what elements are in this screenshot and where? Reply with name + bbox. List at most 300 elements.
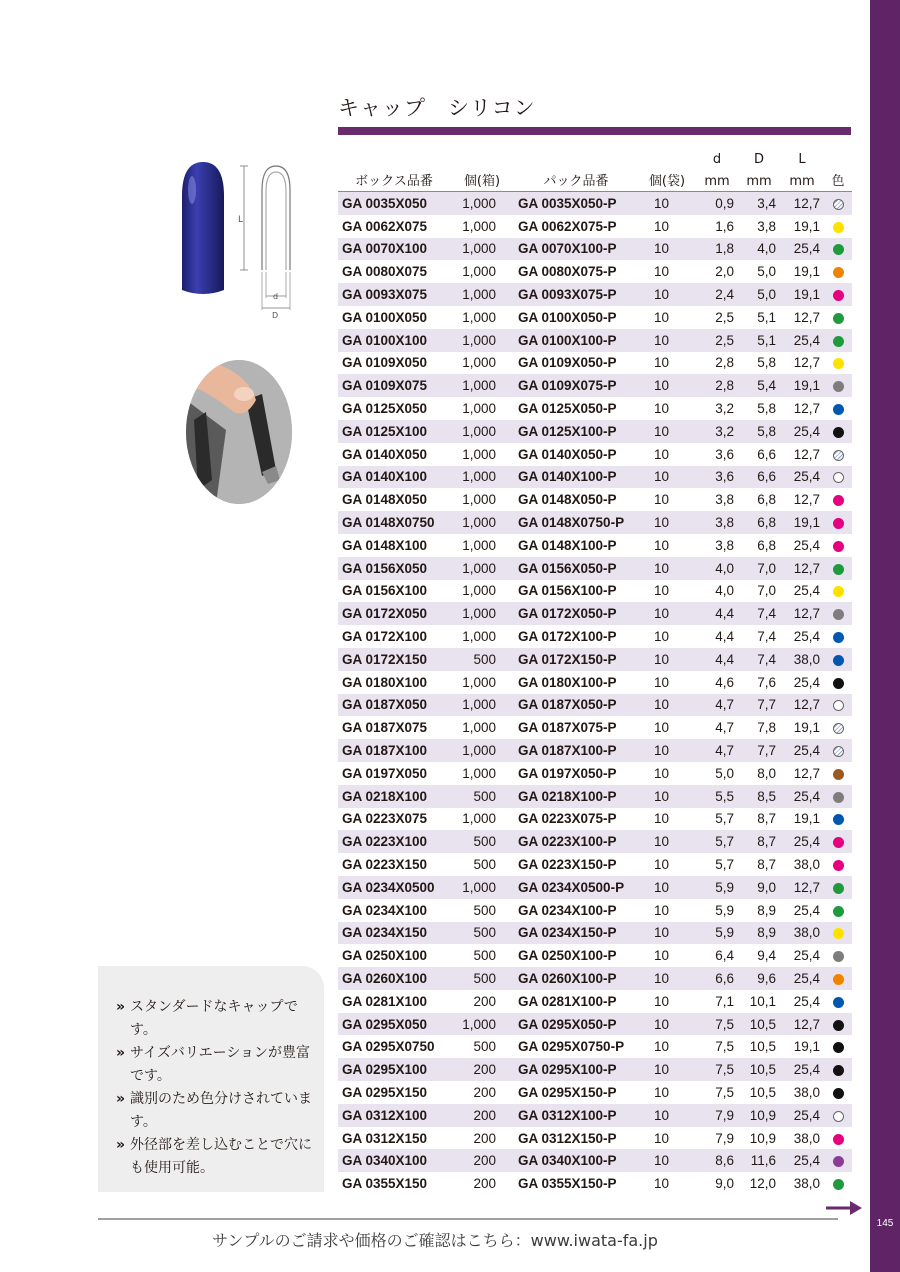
cell-outer-diameter: 6,8 xyxy=(757,515,776,531)
cell-qty-box: 200 xyxy=(473,1084,496,1100)
cell-qty-bag: 10 xyxy=(654,651,670,667)
table-row xyxy=(338,944,852,967)
cell-qty-box: 1,000 xyxy=(462,1016,496,1032)
cell-pack-number: GA 0295X050-P xyxy=(518,1016,617,1032)
cell-qty-box: 1,000 xyxy=(462,309,496,325)
cell-qty-box: 1,000 xyxy=(462,765,496,781)
cell-color xyxy=(824,648,852,671)
color-swatch-icon xyxy=(833,358,844,369)
cell-box-number: GA 0062X075 xyxy=(342,218,428,234)
cell-color xyxy=(824,830,852,853)
cell-qty-box: 500 xyxy=(473,1039,496,1055)
spec-table-body xyxy=(338,192,852,1196)
cell-outer-diameter: 5,0 xyxy=(757,264,776,280)
cell-qty-box: 500 xyxy=(473,948,496,964)
cell-outer-diameter: 7,4 xyxy=(757,651,776,667)
header-d-symbol: d xyxy=(712,152,722,167)
cell-qty-box: 1,000 xyxy=(462,355,496,371)
cell-color xyxy=(824,1013,852,1036)
feature-item: » 外径部を差し込むことで穴にも使用可能。 xyxy=(116,1134,314,1180)
cell-outer-diameter: 10,9 xyxy=(749,1107,776,1123)
cell-inner-diameter: 5,7 xyxy=(715,857,734,872)
cell-box-number: GA 0234X100 xyxy=(342,902,428,918)
cell-outer-diameter: 3,4 xyxy=(757,195,776,211)
cell-qty-bag: 10 xyxy=(654,925,670,941)
cell-pack-number: GA 0093X075-P xyxy=(518,287,617,303)
color-swatch-icon xyxy=(833,1065,844,1076)
cell-inner-diameter: 4,7 xyxy=(715,743,734,759)
cell-box-number: GA 0187X075 xyxy=(342,720,428,736)
cell-qty-bag: 10 xyxy=(654,765,670,781)
color-swatch-icon xyxy=(833,928,844,939)
cell-box-number: GA 0197X050 xyxy=(342,765,428,781)
cell-qty-bag: 10 xyxy=(654,1084,670,1100)
cell-length: 25,4 xyxy=(793,993,820,1009)
cell-inner-diameter: 6,6 xyxy=(715,970,734,986)
cell-inner-diameter: 3,2 xyxy=(715,401,734,417)
cell-box-number: GA 0035X050 xyxy=(342,195,428,211)
cell-box-number: GA 0340X100 xyxy=(342,1153,428,1169)
color-swatch-icon xyxy=(833,472,844,483)
cell-qty-box: 1,000 xyxy=(462,423,496,439)
cell-qty-box: 500 xyxy=(473,857,496,872)
cell-outer-diameter: 5,0 xyxy=(757,287,776,303)
cell-qty-bag: 10 xyxy=(654,1176,670,1192)
cell-inner-diameter: 5,9 xyxy=(715,879,734,895)
cell-color xyxy=(824,990,852,1013)
cell-inner-diameter: 4,4 xyxy=(715,651,734,667)
cell-pack-number: GA 0197X050-P xyxy=(518,765,617,781)
cell-inner-diameter: 3,2 xyxy=(715,423,734,439)
cell-box-number: GA 0180X100 xyxy=(342,674,428,690)
color-swatch-icon xyxy=(833,381,844,392)
table-row xyxy=(338,1104,852,1127)
table-row xyxy=(338,694,852,717)
cell-length: 25,4 xyxy=(793,788,820,804)
color-swatch-icon xyxy=(833,427,844,438)
cell-qty-box: 1,000 xyxy=(462,606,496,622)
blue-cap-shape xyxy=(182,162,224,294)
cell-pack-number: GA 0100X100-P xyxy=(518,332,617,348)
cell-inner-diameter: 3,6 xyxy=(715,469,734,485)
table-row xyxy=(338,420,852,443)
cell-box-number: GA 0125X050 xyxy=(342,401,428,417)
cell-length: 12,7 xyxy=(793,879,820,895)
table-row xyxy=(338,215,852,238)
cell-inner-diameter: 1,8 xyxy=(715,241,734,257)
cell-box-number: GA 0070X100 xyxy=(342,241,428,257)
cell-pack-number: GA 0234X150-P xyxy=(518,925,617,941)
cell-qty-box: 200 xyxy=(473,1176,496,1192)
cell-qty-bag: 10 xyxy=(654,309,670,325)
cell-inner-diameter: 3,8 xyxy=(715,537,734,553)
cell-length: 12,7 xyxy=(793,765,820,781)
color-swatch-icon xyxy=(833,336,844,347)
cell-color xyxy=(824,420,852,443)
cell-inner-diameter: 4,0 xyxy=(715,583,734,599)
table-row xyxy=(338,580,852,603)
cell-inner-diameter: 5,0 xyxy=(715,765,734,781)
cell-pack-number: GA 0340X100-P xyxy=(518,1153,617,1169)
color-swatch-icon xyxy=(833,609,844,620)
cell-outer-diameter: 7,4 xyxy=(757,629,776,645)
cell-outer-diameter: 12,0 xyxy=(749,1176,776,1192)
cell-length: 25,4 xyxy=(793,423,820,439)
color-swatch-icon xyxy=(833,814,844,825)
cell-box-number: GA 0156X100 xyxy=(342,583,428,599)
cell-color xyxy=(824,1172,852,1195)
table-row xyxy=(338,830,852,853)
cell-inner-diameter: 4,7 xyxy=(715,697,734,713)
feature-list xyxy=(98,966,324,1180)
cell-outer-diameter: 7,7 xyxy=(757,743,776,759)
cell-pack-number: GA 0035X050-P xyxy=(518,195,617,211)
header-pack-number: パック品番 xyxy=(543,174,609,189)
cell-outer-diameter: 7,0 xyxy=(757,583,776,599)
color-swatch-icon xyxy=(833,997,844,1008)
header-box-number: ボックス品番 xyxy=(355,174,433,189)
color-swatch-icon xyxy=(833,290,844,301)
cell-qty-bag: 10 xyxy=(654,241,670,257)
color-swatch-icon xyxy=(833,1042,844,1053)
cell-color xyxy=(824,625,852,648)
cell-length: 25,4 xyxy=(793,332,820,348)
cell-color xyxy=(824,944,852,967)
cell-inner-diameter: 5,7 xyxy=(715,811,734,827)
cell-qty-bag: 10 xyxy=(654,583,670,599)
cell-qty-box: 200 xyxy=(473,1153,496,1169)
cell-qty-box: 500 xyxy=(473,834,496,850)
cell-outer-diameter: 6,8 xyxy=(757,537,776,553)
cell-qty-bag: 10 xyxy=(654,355,670,371)
cell-outer-diameter: 8,7 xyxy=(757,834,776,850)
table-row xyxy=(338,192,852,215)
cell-box-number: GA 0109X075 xyxy=(342,378,428,394)
cell-pack-number: GA 0140X100-P xyxy=(518,469,617,485)
cell-length: 25,4 xyxy=(793,583,820,599)
cell-pack-number: GA 0223X100-P xyxy=(518,834,617,850)
table-row xyxy=(338,283,852,306)
cell-outer-diameter: 7,6 xyxy=(757,674,776,690)
cell-qty-box: 1,000 xyxy=(462,241,496,257)
cell-color xyxy=(824,557,852,580)
cell-pack-number: GA 0172X050-P xyxy=(518,606,617,622)
cell-color xyxy=(824,352,852,375)
table-row xyxy=(338,443,852,466)
cell-qty-box: 1,000 xyxy=(462,446,496,462)
color-swatch-icon xyxy=(833,586,844,597)
cell-box-number: GA 0355X150 xyxy=(342,1176,428,1192)
cell-inner-diameter: 7,9 xyxy=(715,1107,734,1123)
cell-box-number: GA 0234X0500 xyxy=(342,879,435,895)
cell-length: 25,4 xyxy=(793,834,820,850)
cell-qty-bag: 10 xyxy=(654,834,670,850)
cell-length: 12,7 xyxy=(793,309,820,325)
cell-outer-diameter: 5,8 xyxy=(757,423,776,439)
cell-outer-diameter: 5,1 xyxy=(757,309,776,325)
cell-color xyxy=(824,899,852,922)
cell-outer-diameter: 8,7 xyxy=(757,857,776,872)
cell-length: 25,4 xyxy=(793,1062,820,1078)
cell-qty-bag: 10 xyxy=(654,902,670,918)
cell-outer-diameter: 5,8 xyxy=(757,401,776,417)
cell-qty-box: 500 xyxy=(473,902,496,918)
cell-length: 25,4 xyxy=(793,469,820,485)
cell-qty-bag: 10 xyxy=(654,287,670,303)
cell-box-number: GA 0223X075 xyxy=(342,811,428,827)
cell-length: 25,4 xyxy=(793,970,820,986)
cell-outer-diameter: 10,1 xyxy=(749,993,776,1009)
cell-inner-diameter: 7,1 xyxy=(715,993,734,1009)
cell-outer-diameter: 8,7 xyxy=(757,811,776,827)
color-swatch-icon xyxy=(833,518,844,529)
feature-item: » サイズバリエーションが豊富です。 xyxy=(116,1042,314,1088)
cell-box-number: GA 0148X0750 xyxy=(342,515,435,531)
cell-qty-box: 200 xyxy=(473,1107,496,1123)
table-row xyxy=(338,602,852,625)
cell-pack-number: GA 0295X100-P xyxy=(518,1062,617,1078)
color-swatch-icon xyxy=(833,1179,844,1190)
cell-color xyxy=(824,488,852,511)
cell-length: 38,0 xyxy=(793,651,820,667)
cell-outer-diameter: 9,6 xyxy=(757,970,776,986)
cell-box-number: GA 0187X050 xyxy=(342,697,428,713)
cell-pack-number: GA 0295X150-P xyxy=(518,1084,617,1100)
cell-color xyxy=(824,876,852,899)
cell-pack-number: GA 0109X050-P xyxy=(518,355,617,371)
cell-length: 12,7 xyxy=(793,195,820,211)
cell-length: 19,1 xyxy=(793,378,820,394)
cell-outer-diameter: 7,0 xyxy=(757,560,776,576)
cell-box-number: GA 0172X100 xyxy=(342,629,428,645)
cell-length: 38,0 xyxy=(793,1130,820,1146)
color-swatch-icon xyxy=(833,974,844,985)
cell-qty-box: 500 xyxy=(473,651,496,667)
cell-color xyxy=(824,1149,852,1172)
cell-qty-bag: 10 xyxy=(654,446,670,462)
cell-qty-box: 1,000 xyxy=(462,492,496,508)
cell-pack-number: GA 0156X100-P xyxy=(518,583,617,599)
header-d-unit: mm xyxy=(704,174,730,189)
cell-color xyxy=(824,397,852,420)
cell-qty-bag: 10 xyxy=(654,674,670,690)
cell-qty-box: 500 xyxy=(473,788,496,804)
cell-color xyxy=(824,580,852,603)
cell-box-number: GA 0156X050 xyxy=(342,560,428,576)
cell-outer-diameter: 9,4 xyxy=(757,948,776,964)
cell-pack-number: GA 0281X100-P xyxy=(518,993,617,1009)
cell-color xyxy=(824,762,852,785)
cell-color xyxy=(824,602,852,625)
header-D-unit: mm xyxy=(746,174,772,189)
table-row xyxy=(338,648,852,671)
cell-inner-diameter: 2,5 xyxy=(715,309,734,325)
cell-outer-diameter: 6,6 xyxy=(757,446,776,462)
cell-inner-diameter: 5,9 xyxy=(715,925,734,941)
cell-box-number: GA 0295X0750 xyxy=(342,1039,435,1055)
cell-qty-box: 1,000 xyxy=(462,879,496,895)
cell-length: 12,7 xyxy=(793,355,820,371)
cell-outer-diameter: 11,6 xyxy=(750,1153,776,1169)
cell-pack-number: GA 0062X075-P xyxy=(518,218,617,234)
cell-length: 19,1 xyxy=(793,811,820,827)
cell-length: 38,0 xyxy=(793,1084,820,1100)
cell-length: 38,0 xyxy=(793,857,820,872)
color-swatch-icon xyxy=(833,632,844,643)
table-header-dimension-row xyxy=(338,145,852,167)
cell-length: 25,4 xyxy=(793,948,820,964)
table-row xyxy=(338,625,852,648)
dimension-label-d: d xyxy=(273,292,279,301)
table-row xyxy=(338,739,852,762)
cell-color xyxy=(824,260,852,283)
cell-color xyxy=(824,1081,852,1104)
table-row xyxy=(338,488,852,511)
color-swatch-icon xyxy=(833,564,844,575)
color-swatch-icon xyxy=(833,769,844,780)
cell-color xyxy=(824,1058,852,1081)
cell-outer-diameter: 7,7 xyxy=(757,697,776,713)
cell-pack-number: GA 0109X075-P xyxy=(518,378,617,394)
table-row xyxy=(338,990,852,1013)
cell-pack-number: GA 0148X050-P xyxy=(518,492,617,508)
table-row xyxy=(338,238,852,261)
cell-pack-number: GA 0187X050-P xyxy=(518,697,617,713)
cell-box-number: GA 0223X150 xyxy=(342,857,428,872)
cell-inner-diameter: 3,8 xyxy=(715,492,734,508)
cell-length: 19,1 xyxy=(793,720,820,736)
cell-pack-number: GA 0355X150-P xyxy=(518,1176,617,1192)
cell-qty-bag: 10 xyxy=(654,1062,670,1078)
table-row xyxy=(338,762,852,785)
cell-pack-number: GA 0080X075-P xyxy=(518,264,617,280)
cell-qty-bag: 10 xyxy=(654,1016,670,1032)
cell-qty-bag: 10 xyxy=(654,332,670,348)
cell-pack-number: GA 0234X100-P xyxy=(518,902,617,918)
feature-item: » スタンダードなキャップです。 xyxy=(116,996,314,1042)
cell-box-number: GA 0109X050 xyxy=(342,355,428,371)
table-row xyxy=(338,511,852,534)
color-swatch-icon xyxy=(833,267,844,278)
cell-qty-box: 1,000 xyxy=(462,287,496,303)
cell-inner-diameter: 0,9 xyxy=(715,195,734,211)
cell-qty-bag: 10 xyxy=(654,720,670,736)
dimension-label-D: D xyxy=(272,311,279,320)
cell-box-number: GA 0295X050 xyxy=(342,1016,428,1032)
cell-inner-diameter: 4,4 xyxy=(715,606,734,622)
cell-outer-diameter: 8,9 xyxy=(757,902,776,918)
footer-contact-text: サンプルのご請求や価格のご確認はこちら：www.iwata-fa.jp xyxy=(212,1231,658,1250)
cell-length: 25,4 xyxy=(793,902,820,918)
cell-qty-bag: 10 xyxy=(654,1130,670,1146)
table-row xyxy=(338,785,852,808)
cell-inner-diameter: 5,7 xyxy=(715,834,734,850)
cell-pack-number: GA 0125X100-P xyxy=(518,423,617,439)
cell-inner-diameter: 2,0 xyxy=(715,264,734,280)
cell-qty-bag: 10 xyxy=(654,560,670,576)
cell-box-number: GA 0100X050 xyxy=(342,309,428,325)
cell-pack-number: GA 0218X100-P xyxy=(518,788,617,804)
cell-qty-box: 1,000 xyxy=(462,720,496,736)
cell-color xyxy=(824,283,852,306)
cell-pack-number: GA 0172X100-P xyxy=(518,629,617,645)
cell-qty-bag: 10 xyxy=(654,948,670,964)
cell-qty-bag: 10 xyxy=(654,401,670,417)
cell-box-number: GA 0218X100 xyxy=(342,788,428,804)
cell-inner-diameter: 8,6 xyxy=(715,1153,734,1169)
cell-pack-number: GA 0295X0750-P xyxy=(518,1039,625,1055)
cell-outer-diameter: 9,0 xyxy=(757,879,776,895)
cell-length: 25,4 xyxy=(793,1107,820,1123)
color-swatch-icon xyxy=(833,495,844,506)
cell-color xyxy=(824,511,852,534)
table-row xyxy=(338,557,852,580)
cell-color xyxy=(824,785,852,808)
cell-outer-diameter: 5,8 xyxy=(757,355,776,371)
cell-qty-box: 1,000 xyxy=(462,674,496,690)
cell-outer-diameter: 5,4 xyxy=(757,378,776,394)
cell-box-number: GA 0187X100 xyxy=(342,743,428,759)
cell-qty-box: 1,000 xyxy=(462,560,496,576)
cell-color xyxy=(824,329,852,352)
cell-length: 12,7 xyxy=(793,492,820,508)
color-swatch-icon xyxy=(833,1156,844,1167)
cell-outer-diameter: 8,0 xyxy=(757,765,776,781)
color-swatch-icon xyxy=(833,837,844,848)
cell-length: 19,1 xyxy=(793,264,820,280)
cell-pack-number: GA 0312X150-P xyxy=(518,1130,617,1146)
cell-qty-bag: 10 xyxy=(654,264,670,280)
cell-length: 25,4 xyxy=(793,241,820,257)
table-row xyxy=(338,922,852,945)
color-swatch-icon xyxy=(833,1134,844,1145)
cell-pack-number: GA 0250X100-P xyxy=(518,948,617,964)
table-row xyxy=(338,853,852,876)
cell-qty-box: 1,000 xyxy=(462,583,496,599)
header-qty-box: 個(箱) xyxy=(463,174,501,189)
color-swatch-icon xyxy=(833,792,844,803)
cell-inner-diameter: 4,7 xyxy=(715,720,734,736)
cell-inner-diameter: 1,6 xyxy=(715,218,734,234)
cell-qty-bag: 10 xyxy=(654,537,670,553)
color-swatch-icon xyxy=(833,541,844,552)
cell-qty-bag: 10 xyxy=(654,492,670,508)
color-swatch-icon xyxy=(833,313,844,324)
table-header-row xyxy=(338,167,852,192)
cell-box-number: GA 0250X100 xyxy=(342,948,428,964)
color-swatch-icon xyxy=(833,199,844,210)
table-row xyxy=(338,1081,852,1104)
product-cap-illustration xyxy=(178,160,318,320)
cell-qty-bag: 10 xyxy=(654,378,670,394)
cell-qty-bag: 10 xyxy=(654,195,670,211)
cell-qty-box: 1,000 xyxy=(462,697,496,713)
cell-qty-box: 1,000 xyxy=(462,195,496,211)
color-swatch-icon xyxy=(833,883,844,894)
cell-qty-box: 1,000 xyxy=(462,264,496,280)
cell-qty-bag: 10 xyxy=(654,697,670,713)
cell-color xyxy=(824,1035,852,1058)
color-swatch-icon xyxy=(833,906,844,917)
cell-color xyxy=(824,853,852,876)
color-swatch-icon xyxy=(833,723,844,734)
cell-box-number: GA 0234X150 xyxy=(342,925,428,941)
cell-color xyxy=(824,922,852,945)
cell-length: 12,7 xyxy=(793,606,820,622)
cell-outer-diameter: 10,9 xyxy=(749,1130,776,1146)
cell-box-number: GA 0295X150 xyxy=(342,1084,428,1100)
cell-pack-number: GA 0140X050-P xyxy=(518,446,617,462)
